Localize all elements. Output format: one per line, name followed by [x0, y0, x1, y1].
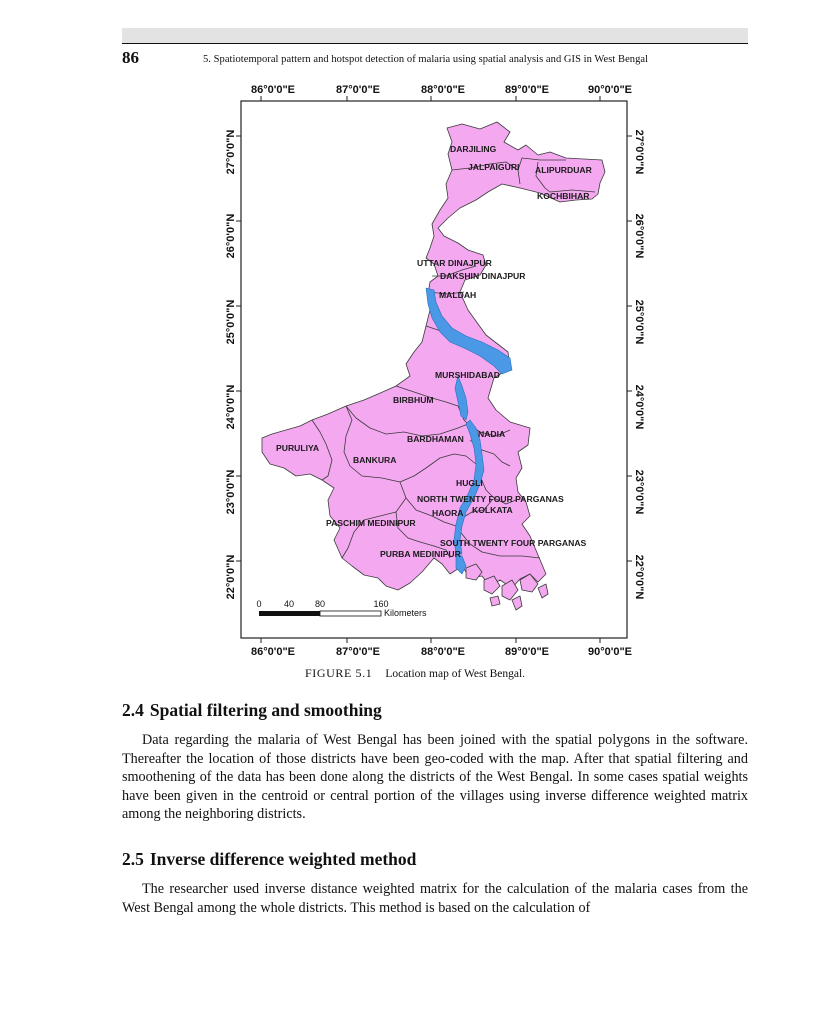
lat-label-right: 22°0'0"N — [633, 554, 645, 600]
district-label: JALPAIGURI — [468, 162, 520, 172]
lat-label-right: 26°0'0"N — [633, 213, 645, 259]
lat-label-right: 25°0'0"N — [633, 299, 645, 345]
district-label: KOLKATA — [472, 505, 513, 515]
lat-label-left: 26°0'0"N — [225, 213, 237, 259]
district-label: HAORA — [432, 508, 464, 518]
figure-caption — [0, 666, 830, 681]
lat-label-left: 22°0'0"N — [225, 554, 237, 600]
lat-label-left: 24°0'0"N — [225, 384, 237, 430]
section-number: 2.4 — [122, 700, 144, 720]
district-label: BIRBHUM — [393, 395, 434, 405]
scale-tick-label: 80 — [314, 599, 326, 609]
district-label: BANKURA — [353, 455, 397, 465]
figure-map — [200, 80, 660, 660]
scale-bar-hollow — [320, 611, 381, 616]
figure-label: FIGURE 5.1 — [304, 666, 373, 680]
district-label: NORTH TWENTY FOUR PARGANAS — [417, 494, 564, 504]
lon-label-bottom: 86°0'0"E — [250, 646, 296, 658]
lon-label-top: 90°0'0"E — [587, 84, 633, 96]
page-number: 86 — [122, 48, 139, 67]
district-label: PURBA MEDINIPUR — [380, 549, 461, 559]
lon-label-bottom: 89°0'0"E — [504, 646, 550, 658]
district-label: MURSHIDABAD — [435, 370, 500, 380]
district-label: DARJILING — [450, 144, 497, 154]
lon-label-bottom: 90°0'0"E — [587, 646, 633, 658]
section-paragraph: The researcher used inverse distance weighted matrix for the calculation of the malaria cases from the West Bengal among the whole districts. This method is based on the calculation of — [122, 881, 748, 916]
district-label: PURULIYA — [276, 443, 320, 453]
lon-label-top: 89°0'0"E — [504, 84, 550, 96]
district-label: DAKSHIN DINAJPUR — [440, 271, 526, 281]
district-label: NADIA — [478, 429, 506, 439]
lat-label-right: 23°0'0"N — [633, 469, 645, 515]
header-rule — [122, 43, 748, 44]
district-label: MALDAH — [439, 290, 477, 300]
section-title: Inverse difference weighted method — [149, 849, 417, 869]
section-heading — [122, 700, 382, 721]
scale-bar-solid — [259, 611, 320, 616]
district-label: ALIPURDUAR — [535, 165, 592, 175]
section-title: Spatial filtering and smoothing — [149, 700, 382, 720]
west-bengal-map — [200, 80, 660, 660]
lat-label-right: 27°0'0"N — [633, 129, 645, 175]
running-head: 5. Spatiotemporal pattern and hotspot detection of malaria using spatial analysis and GIS in West Bengal — [203, 54, 649, 65]
lat-label-right: 24°0'0"N — [633, 384, 645, 430]
lon-label-bottom: 88°0'0"E — [420, 646, 466, 658]
lon-label-bottom: 87°0'0"E — [335, 646, 381, 658]
lat-label-left: 27°0'0"N — [225, 129, 237, 175]
lat-label-left: 23°0'0"N — [225, 469, 237, 515]
scale-unit: Kilometers — [384, 608, 427, 618]
lon-label-top: 86°0'0"E — [250, 84, 296, 96]
section-number: 2.5 — [122, 849, 144, 869]
section-paragraph: Data regarding the malaria of West Bengal has been joined with the spatial polygons in the software. Thereafter the location of those districts have been geo-coded with the map. After that spatial filtering and smoothening of the data has been done along the districts of the West Bengal. In some cases spatial weights have been given in the centroid or central portion of the villages using inverse difference weighted matrix among the neighboring districts. — [122, 732, 748, 823]
scale-tick-label: 0 — [256, 599, 262, 609]
district-label: SOUTH TWENTY FOUR PARGANAS — [440, 538, 587, 548]
district-label: PASCHIM MEDINIPUR — [326, 518, 416, 528]
section-heading — [122, 849, 416, 870]
scale-tick-label: 160 — [373, 599, 389, 609]
lat-label-left: 25°0'0"N — [225, 299, 237, 345]
figure-caption-text: Location map of West Bengal. — [385, 668, 526, 680]
district-label: HUGLI — [456, 478, 483, 488]
lon-label-top: 88°0'0"E — [420, 84, 466, 96]
district-label: UTTAR DINAJPUR — [417, 258, 492, 268]
header-band — [122, 28, 748, 43]
district-label: BARDHAMAN — [407, 434, 464, 444]
district-label: KOCHBIHAR — [537, 191, 590, 201]
lon-label-top: 87°0'0"E — [335, 84, 381, 96]
scale-tick-label: 40 — [283, 599, 295, 609]
